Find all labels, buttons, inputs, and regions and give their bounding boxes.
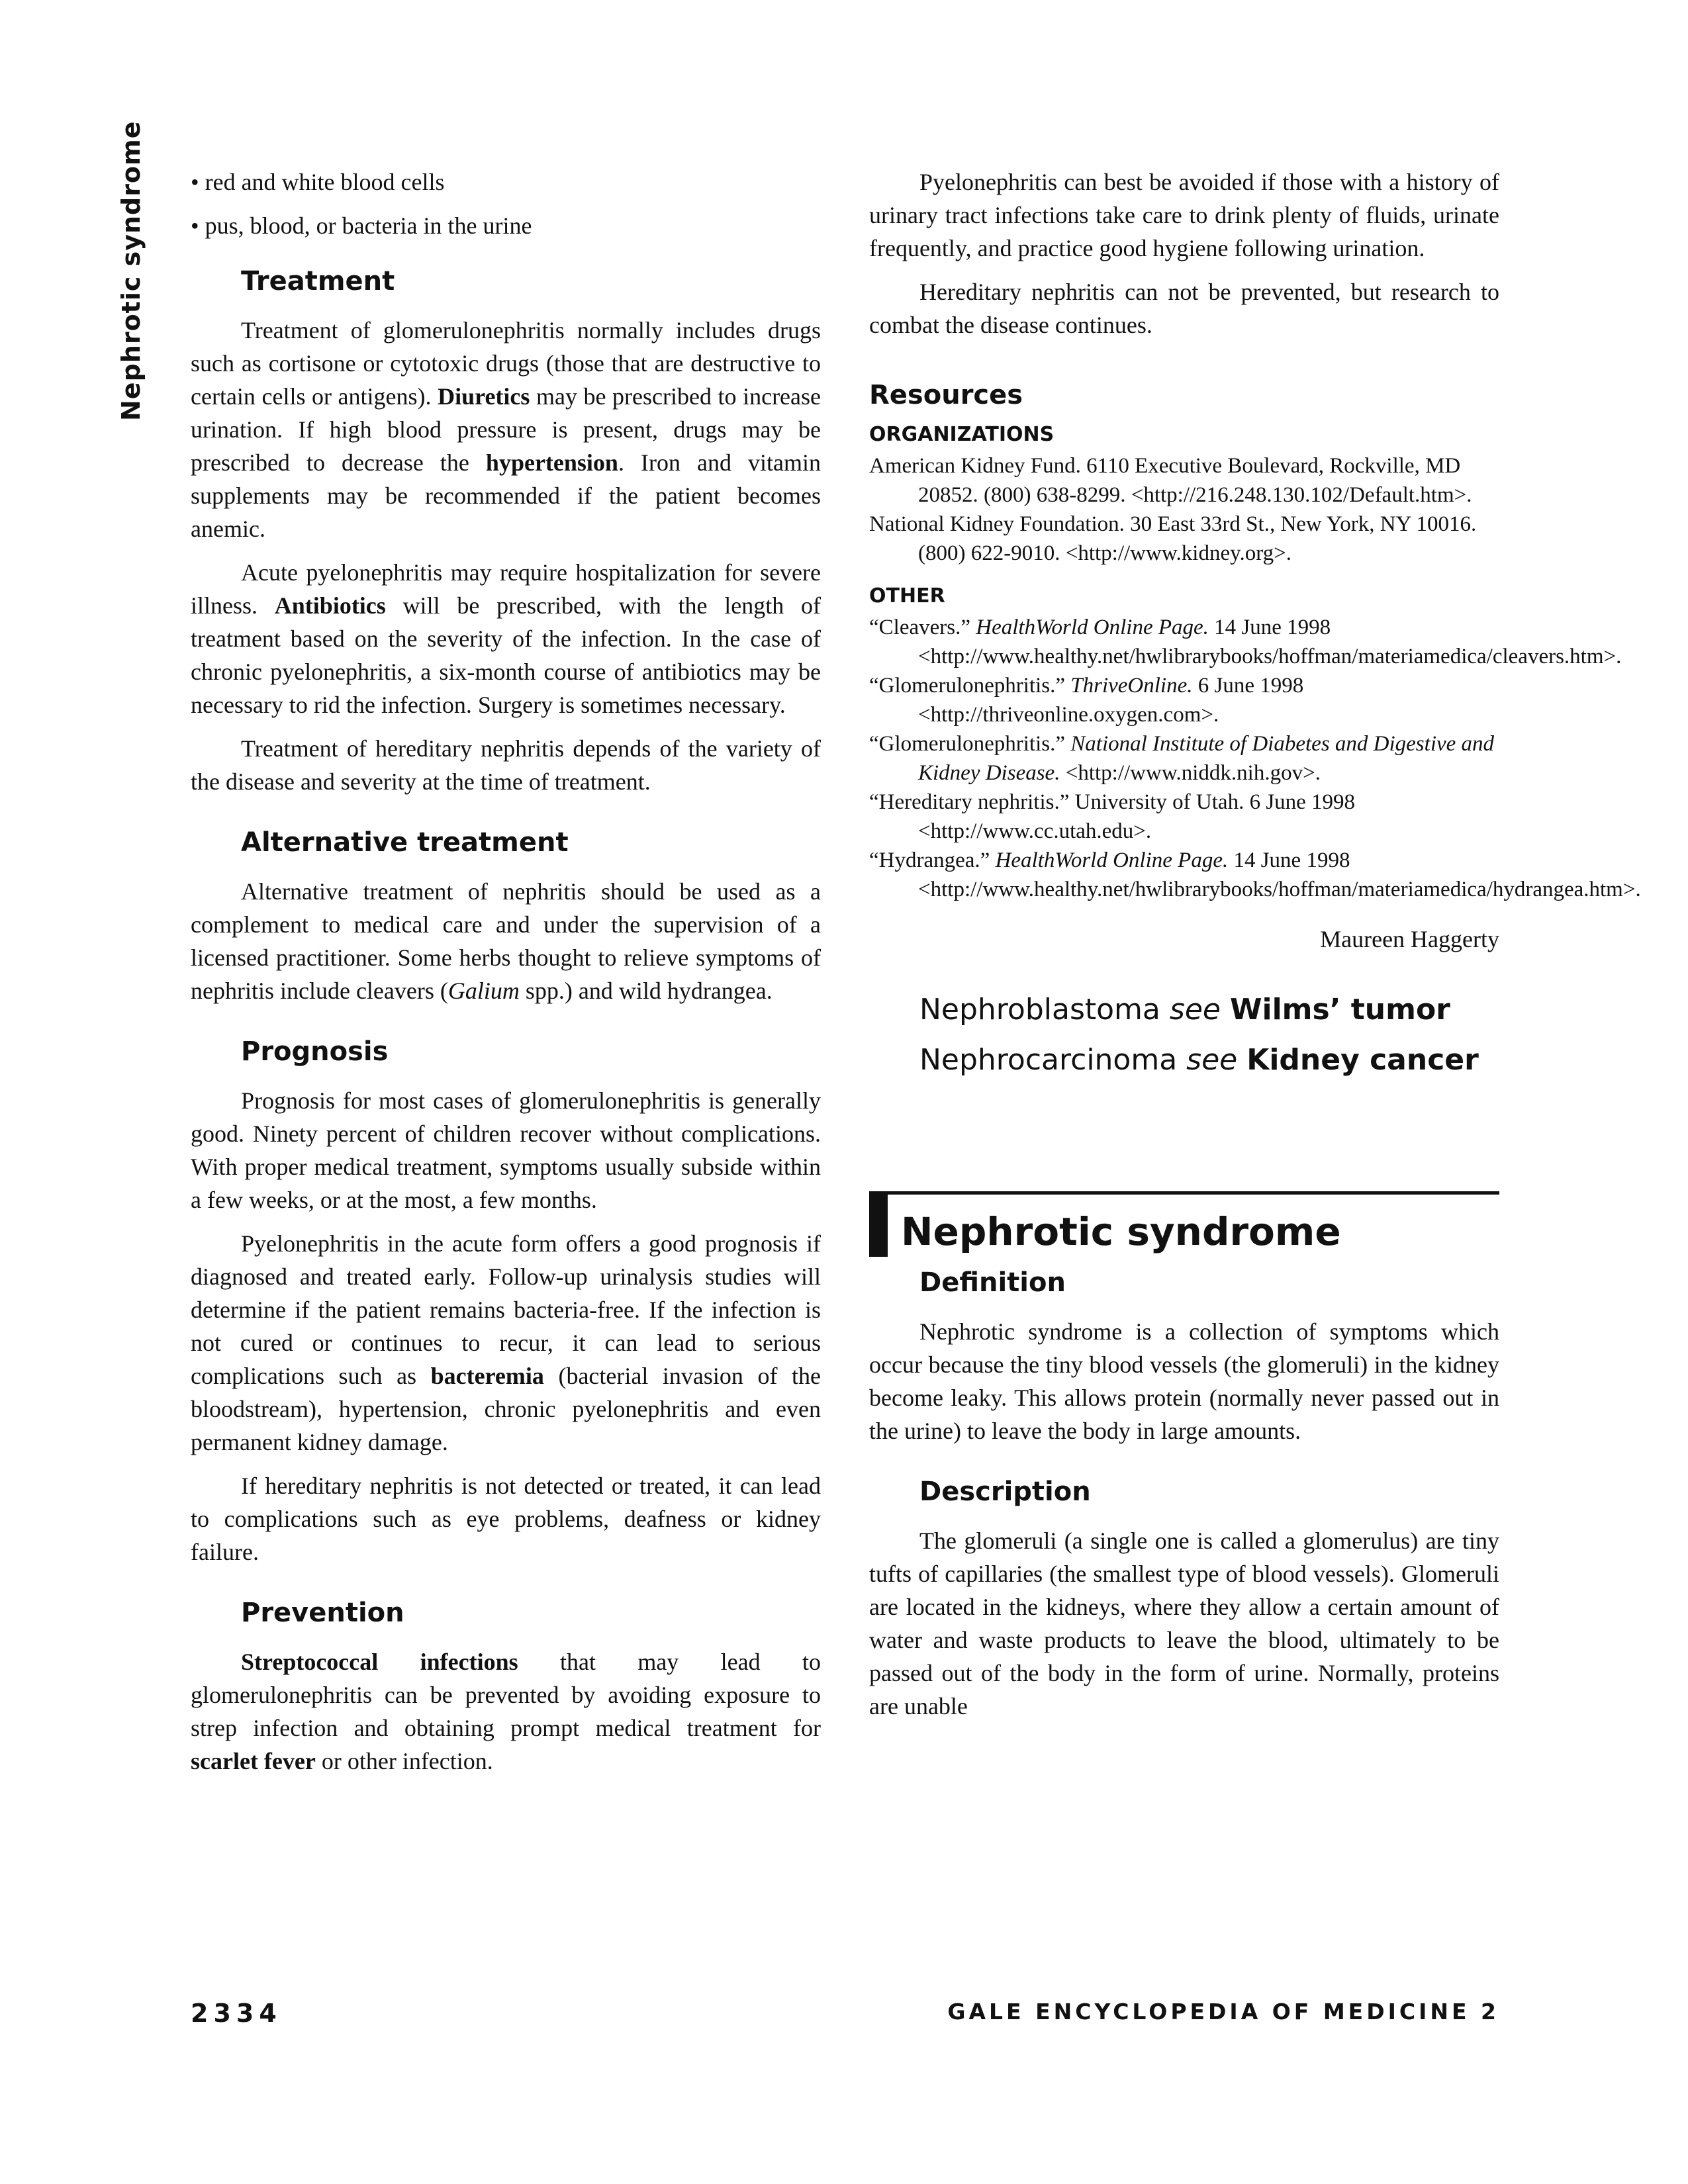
prognosis-paragraph: Pyelonephritis in the acute form offers a good prognosis if diagnosed and treated early. Follow-up urinalysis studies will determine if the patient remains bacteria-free. If the infection is not cured or continues to recur, it can lead to serious complications such as bacteremia (bacterial invasion of the bloodstream), hypertension, chronic pyelonephritis and even permanent kidney damage. bbox=[191, 1230, 821, 1455]
entry-marker-bar bbox=[869, 1195, 888, 1257]
reference-item: National Kidney Foundation. 30 East 33rd St., New York, NY 10016. (800) 622-9010. <http://www.kidney.org>. bbox=[869, 512, 1477, 565]
reference-item: “Hydrangea.” HealthWorld Online Page. 14 June 1998 <http://www.healthy.net/hwlibrarybooks/hoffman/materiamedica/hydrangea.htm>. bbox=[869, 848, 1641, 901]
reference-item: “Hereditary nephritis.” University of Utah. 6 June 1998 <http://www.cc.utah.edu>. bbox=[869, 790, 1356, 843]
prevention-paragraph: Pyelonephritis can best be avoided if those with a history of urinary tract infections take care to drink plenty of fluids, urinate frequently, and practice good hygiene following urination. bbox=[869, 169, 1499, 261]
prevention-heading: Prevention bbox=[241, 1598, 404, 1628]
reference-item: American Kidney Fund. 6110 Executive Boulevard, Rockville, MD 20852. (800) 638-8299. <http://216.248.130.102/Default.htm>. bbox=[869, 454, 1472, 507]
cross-reference: Nephroblastoma see Wilms’ tumor bbox=[919, 993, 1450, 1026]
entry-title: Nephrotic syndrome bbox=[901, 1209, 1341, 1254]
prevention-paragraph: Hereditary nephritis can not be prevented, but research to combat the disease continues. bbox=[869, 279, 1499, 338]
organizations-heading: ORGANIZATIONS bbox=[869, 423, 1055, 446]
entry-header bbox=[869, 1191, 1499, 1255]
bullet-item: • red and white blood cells bbox=[191, 169, 445, 195]
treatment-heading: Treatment bbox=[241, 266, 395, 296]
alternative-treatment-heading: Alternative treatment bbox=[241, 827, 569, 858]
cross-references bbox=[869, 985, 1499, 1085]
left-column bbox=[191, 165, 821, 1788]
cross-reference-link[interactable]: Kidney cancer bbox=[1246, 1043, 1479, 1077]
prevention-paragraph: Streptococcal infections that may lead to glomerulonephritis can be prevented by avoiding exposure to strep infection and obtaining prompt medical treatment for scarlet fever or other infection. bbox=[191, 1649, 821, 1774]
reference-item: “Glomerulonephritis.” National Institute of Diabetes and Digestive and Kidney Disease. <http://www.niddk.nih.gov>. bbox=[869, 732, 1495, 785]
description-paragraph: The glomeruli (a single one is called a glomerulus) are tiny tufts of capillaries (the smallest type of blood vessels). Glomeruli are located in the kidneys, where they allow a certain amount of water and waste products to leave the blood, ultimately to be passed out of the body in the form of urine. Normally, proteins are unable bbox=[869, 1527, 1499, 1719]
alternative-treatment-paragraph: Alternative treatment of nephritis should be used as a complement to medical care and under the supervision of a licensed practitioner. Some herbs thought to relieve symptoms of nephritis include cleavers (Galium spp.) and wild hydrangea. bbox=[191, 878, 821, 1004]
author-name: Maureen Haggerty bbox=[1320, 926, 1499, 952]
treatment-paragraph: Treatment of hereditary nephritis depends of the variety of the disease and severity at the time of treatment. bbox=[191, 735, 821, 795]
definition-heading: Definition bbox=[919, 1267, 1066, 1298]
running-head: Nephrotic syndrome bbox=[117, 120, 146, 421]
treatment-paragraph: Treatment of glomerulonephritis normally includes drugs such as cortisone or cytotoxic drugs (those that are destructive to certain cells or antigens). Diuretics may be prescribed to increase urination. If high blood pressure is present, drugs may be prescribed to decrease the hypertension. Iron and vitamin supplements may be recommended if the patient becomes anemic. bbox=[191, 317, 821, 542]
cross-reference: Nephrocarcinoma see Kidney cancer bbox=[919, 1043, 1479, 1077]
other-heading: OTHER bbox=[869, 584, 945, 608]
right-column bbox=[869, 165, 1641, 1733]
reference-item: “Cleavers.” HealthWorld Online Page. 14 June 1998 <http://www.healthy.net/hwlibrarybooks/hoffman/materiamedica/cleavers.htm>. bbox=[869, 615, 1622, 668]
description-heading: Description bbox=[919, 1477, 1091, 1507]
treatment-paragraph: Acute pyelonephritis may require hospitalization for severe illness. Antibiotics will be prescribed, with the length of treatment based on the severity of the infection. In the case of chronic pyelonephritis, a six-month course of antibiotics may be necessary to rid the infection. Surgery is sometimes necessary. bbox=[191, 559, 821, 718]
definition-paragraph: Nephrotic syndrome is a collection of symptoms which occur because the tiny blood vessels (the glomeruli) in the kidney become leaky. This allows protein (normally never passed out in the urine) to leave the body in large amounts. bbox=[869, 1318, 1499, 1444]
page-number: 2334 bbox=[191, 1999, 282, 2028]
bullet-item: • pus, blood, or bacteria in the urine bbox=[191, 212, 532, 239]
publication-title: GALE ENCYCLOPEDIA OF MEDICINE 2 bbox=[947, 1999, 1499, 2025]
cross-reference-link[interactable]: Wilms’ tumor bbox=[1229, 993, 1450, 1026]
resources-heading: Resources bbox=[869, 380, 1023, 410]
reference-item: “Glomerulonephritis.” ThriveOnline. 6 June 1998 <http://thriveonline.oxygen.com>. bbox=[869, 674, 1304, 727]
prognosis-paragraph: If hereditary nephritis is not detected or treated, it can lead to complications such as eye problems, deafness or kidney failure. bbox=[191, 1473, 821, 1565]
prognosis-paragraph: Prognosis for most cases of glomerulonephritis is generally good. Ninety percent of children recover without complications. With proper medical treatment, symptoms usually subside within a few weeks, or at the most, a few months. bbox=[191, 1087, 821, 1213]
prognosis-heading: Prognosis bbox=[241, 1036, 389, 1067]
